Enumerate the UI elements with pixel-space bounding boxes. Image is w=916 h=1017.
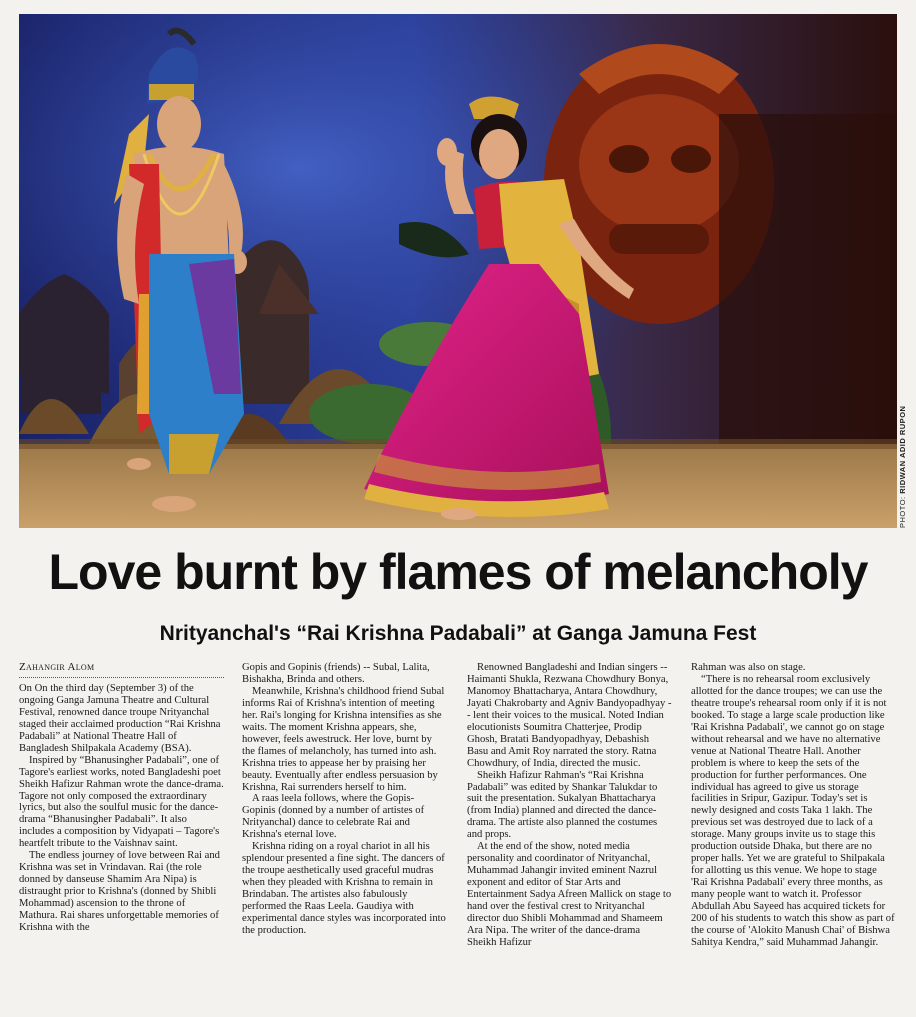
paragraph: Krishna riding on a royal chariot in all his splendour presented a fine sight. The dancers of the troupe aesthetically used graceful mudras when they pleaded with Krishna to remain in Brindaban. The artistes also fabulously performed the Raas Leela. Gaudiya with experimental dance styles was incorporated into the production. (242, 841, 446, 936)
stage-photo (19, 14, 897, 528)
byline: Zahangir Alom (19, 662, 224, 678)
article-column-2 (242, 662, 447, 937)
paragraph: Meanwhile, Krishna's childhood friend Subal informs Rai of Krishna's intention of meeting her. Rai's longing for Krishna intensifies as she waits. The moment Krishna appears, she, however, feels awestruck. Her love, burnt by the flames of melancholy, has turned into ash. Krishna tries to appease her by praising her beauty. Eventually after endless persuasion by Krishna, Rai surrenders herself to him. (242, 685, 445, 793)
paragraph: A raas leela follows, where the Gopis-Gopinis (donned by a number of artistes of Nrityanchal) dance to celebrate Rai and Krishna's eternal love. (242, 793, 425, 841)
stage-photo-illustration (19, 14, 897, 528)
article-body (19, 662, 899, 1012)
headline: Love burnt by flames of melancholy (48, 544, 868, 600)
paragraph: On On the third day (September 3) of the ongoing Ganga Jamuna Theatre and Cultural Festival, renowned dance troupe Nrityanchal staged their acclaimed production “Rai Krishna Padabali” at National Theatre Hall of Bangladesh Shilpakala Academy (BSA). (19, 682, 221, 754)
photo-credit-prefix: PHOTO: (898, 496, 907, 528)
article-column-1 (19, 662, 224, 934)
article-column-4 (691, 662, 896, 949)
paragraph: The endless journey of love between Rai and Krishna was set in Vrindavan. Rai (the role donned by danseuse Shamim Ara Nipa) is distraught prior to Krishna's (donned by Shibli Mohammad) ascension to the throne of Mathura. Rai shares unforgettable memories of Krishna with the (19, 850, 220, 934)
paragraph: “There is no rehearsal room exclusively allotted for the dance troupes; we can use the theatre troupe's rehearsal room only if it is not booked. To stage a large scale production like 'Rai Krishna Padabali', we cannot go on stage without rehearsal and we have no alternative venue at National Theatre Hall. Another problem is where to keep the sets of the production for further performances. One individual has agreed to give us storage facilities in Sripur, Gazipur. Today's set is newly designed and costs Taka 1 lakh. The previous set was destroyed due to lack of a storage. Many groups invite us to stage this production outside Dhaka, but there are no proper halls. Yet we are grateful to Shilpakala for allotting us this venue. We hope to stage 'Rai Krishna Padabali' every three months, as many people want to watch it. Professor Abdullah Abu Sayeed has acquired tickets for 200 of his students to watch this show as part of the course of 'Alokito Manush Chai' of Bishwa Sahitya Kendra,” said Muhammad Jahangir. (691, 673, 895, 948)
paragraph: Renowned Bangladeshi and Indian singers -- Haimanti Shukla, Rezwana Chowdhury Bonya, Manomoy Bhattacharya, Antara Chowdhury, Jayati Chakrobarty and Agniv Bandyopadhyay -- lent their voices to the musical. Noted Indian elocutionists Soumitra Chatterjee, Prodip Ghosh, Bratati Bandyopadhyay, Debashish Basu and Amit Roy narrated the story. Ratna Chowdhury, of India, directed the music. (467, 662, 672, 769)
paragraph: Gopis and Gopinis (friends) -- Subal, Lalita, Bishakha, Brinda and others. (242, 662, 430, 685)
article-column-3 (467, 662, 672, 949)
paragraph: Rahman was also on stage. (691, 662, 806, 673)
paragraph: Sheikh Hafizur Rahman's “Rai Krishna Padabali” was edited by Shankar Talukdar to suit the presentation. Sukalyan Bhattacharya (from India) planned and directed the dance-drama. The artiste also planned the costumes and props. (467, 769, 658, 841)
paragraph: At the end of the show, noted media personality and coordinator of Nrityanchal, Muhammad Jahangir invited eminent Nazrul exponent and editor of Star Arts and Entertainment Sadya Afreen Mallick on stage to hand over the festival crest to Nrityanchal director duo Shibli Mohammad and Shameem Ara Nipa. The writer of the dance-drama Sheikh Hafizur (467, 841, 672, 948)
photo-credit-name: RIDWAN ADID RUPON (898, 405, 907, 494)
subheadline: Nrityanchal's “Rai Krishna Padabali” at Ganga Jamuna Fest (159, 622, 757, 645)
paragraph: Inspired by “Bhanusingher Padabali”, one of Tagore's earliest works, noted Bangladeshi poet Sheikh Hafizur Rahman wrote the dance-drama. Tagore not only composed the extraordinary lyrics, but also the soulful music for the dance-drama “Bhanusingher Padabali”. It also includes a composition by Vidyapati – Tagore's heartfelt tribute to the Vaishnav saint. (19, 754, 224, 850)
photo-credit (898, 388, 907, 528)
